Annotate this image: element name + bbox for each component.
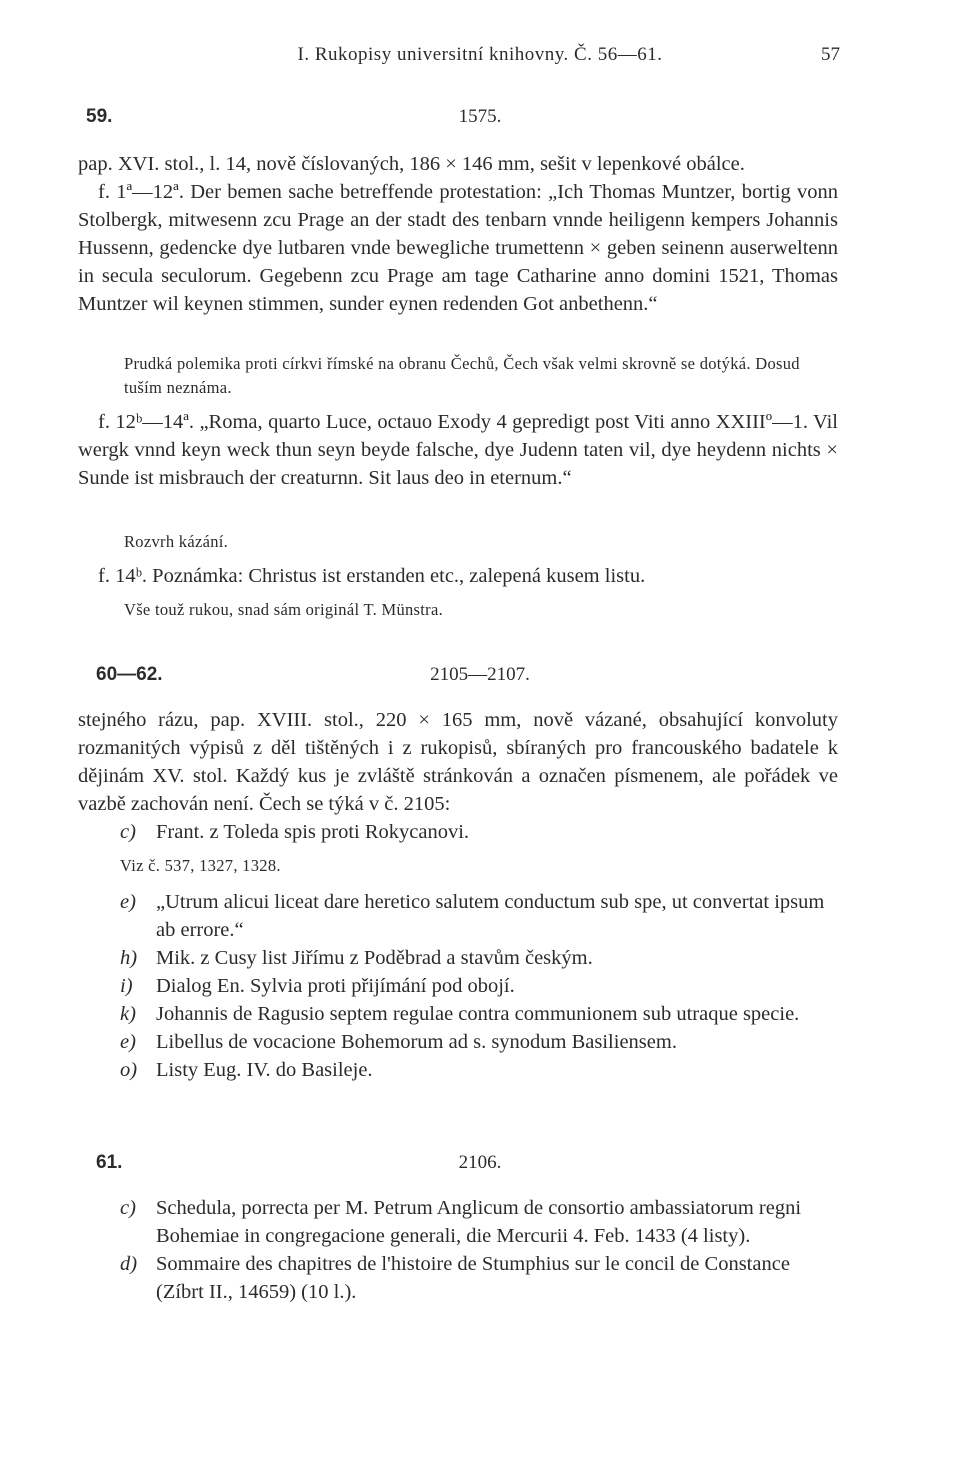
item-label: c) [120, 1197, 136, 1219]
entry-number-59: 59. [86, 106, 113, 127]
list-item [120, 1056, 840, 1084]
item-text: Schedula, porrecta per M. Petrum Anglicum de consortio ambassiatorum regni Bohemiae in congregacione generali, die Mercurii 4. Feb. 1433 (4 listy). [156, 1197, 802, 1247]
item-text: Frant. z Toleda spis proti Rokycanovi. [156, 821, 470, 843]
entry-60-description: stejného rázu, pap. XVIII. stol., 220 × 165 mm, nově vázané, obsahující konvoluty rozmanitých výpisů z děl tištěných i z rukopisů, sbíraných pro francouského badatele k dějinám XV. stol. Každý kus je zvláště stránkován a označen písmenem, ale pořádek ve vazbě zachován není. Čech se týká v č. 2105: [78, 709, 838, 815]
list-item [120, 1028, 840, 1056]
item-label: e) [120, 1031, 136, 1053]
list-item [120, 1250, 840, 1306]
entry-number-60: 60—62. [96, 664, 163, 685]
item-text: Sommaire des chapitres de l'histoire de Stumphius sur le concil de Constance (Zíbrt II., 14659) (10 l.). [156, 1253, 790, 1303]
entry-60-list [120, 818, 840, 846]
entry-59-physical: pap. XVI. stol., l. 14, nově číslovaných, 186 × 146 mm, sešit v lepenkové obálce. [78, 153, 745, 175]
entry-59-note-2: Rozvrh kázání. [124, 532, 229, 551]
list-item [120, 944, 840, 972]
entry-number-61: 61. [96, 1152, 123, 1173]
entry-59-para-2 [78, 408, 838, 492]
item-text: Libellus de vocacione Bohemorum ad s. synodum Basiliensem. [156, 1031, 677, 1053]
list-item [120, 818, 840, 846]
item-text: Dialog En. Sylvia proti přijímání pod obojí. [156, 975, 515, 997]
item-label: i) [120, 975, 133, 997]
list-item [120, 972, 840, 1000]
entry-59-description [78, 150, 838, 318]
item-text: „Utrum alicui liceat dare heretico salutem conductum sub spe, ut convertat ipsum ab errore.“ [156, 891, 825, 941]
item-label: d) [120, 1253, 138, 1275]
entry-signature-61: 2106. [458, 1152, 502, 1173]
page-number: 57 [821, 44, 840, 65]
item-text: Mik. z Cusy list Jiřímu z Poděbrad a stavům českým. [156, 947, 593, 969]
list-item [120, 888, 840, 944]
entry-60-list-continued [120, 888, 840, 1084]
entry-61-list [120, 1194, 840, 1306]
entry-59-para-3-text: f. 14ᵇ. Poznámka: Christus ist erstanden etc., zalepená kusem listu. [98, 565, 646, 587]
item-label: e) [120, 891, 136, 913]
entry-59-para-2-text: f. 12ᵇ—14ª. „Roma, quarto Luce, octauo Exody 4 gepredigt post Viti anno XXIIIº—1. Vil wergk vnnd keyn weck thun seyn beyde falsche, dye Judenn taten vil, dye heydenn nichts × Sunde ist misbrauch der creaturnn. Sit laus deo in eternum.“ [78, 411, 838, 489]
entry-60-viz-note: Viz č. 537, 1327, 1328. [120, 856, 281, 875]
entry-signature-60: 2105—2107. [430, 664, 530, 685]
item-label: k) [120, 1003, 136, 1025]
entry-signature-59: 1575. [458, 106, 502, 127]
list-item [120, 1000, 840, 1028]
item-text: Listy Eug. IV. do Basileje. [156, 1059, 373, 1081]
item-label: h) [120, 947, 138, 969]
list-item [120, 1194, 840, 1250]
item-label: c) [120, 821, 136, 843]
entry-59-para-3 [78, 562, 838, 590]
entry-59-note-3: Vše touž rukou, snad sám originál T. Münstra. [124, 600, 444, 619]
entry-59-text: f. 1ª—12ª. Der bemen sache betreffende protestation: „Ich Thomas Muntzer, bortig vonn Stolbergk, mitwesenn zcu Prage an der stadt des tenbarn vnnde heiligenn kempers Johannis Hussenn, gedencke dye lutbaren vnde bewegliche trumettenn × geben seinenn auserweltenn in secula seculorum. Gegebenn zcu Prage am tage Catharine anno domini 1521, Thomas Muntzer wil keynen stimmen, sunder eynen redenden Got anbethenn.“ [78, 181, 838, 315]
item-text: Johannis de Ragusio septem regulae contra communionem sub utraque specie. [156, 1003, 800, 1025]
item-label: o) [120, 1059, 138, 1081]
running-title: I. Rukopisy universitní knihovny. Č. 56—61. [297, 44, 663, 65]
entry-59-note-1: Prudká polemika proti církvi římské na obranu Čechů, Čech však velmi skrovně se dotýká. Dosud tuším neznáma. [124, 354, 800, 397]
